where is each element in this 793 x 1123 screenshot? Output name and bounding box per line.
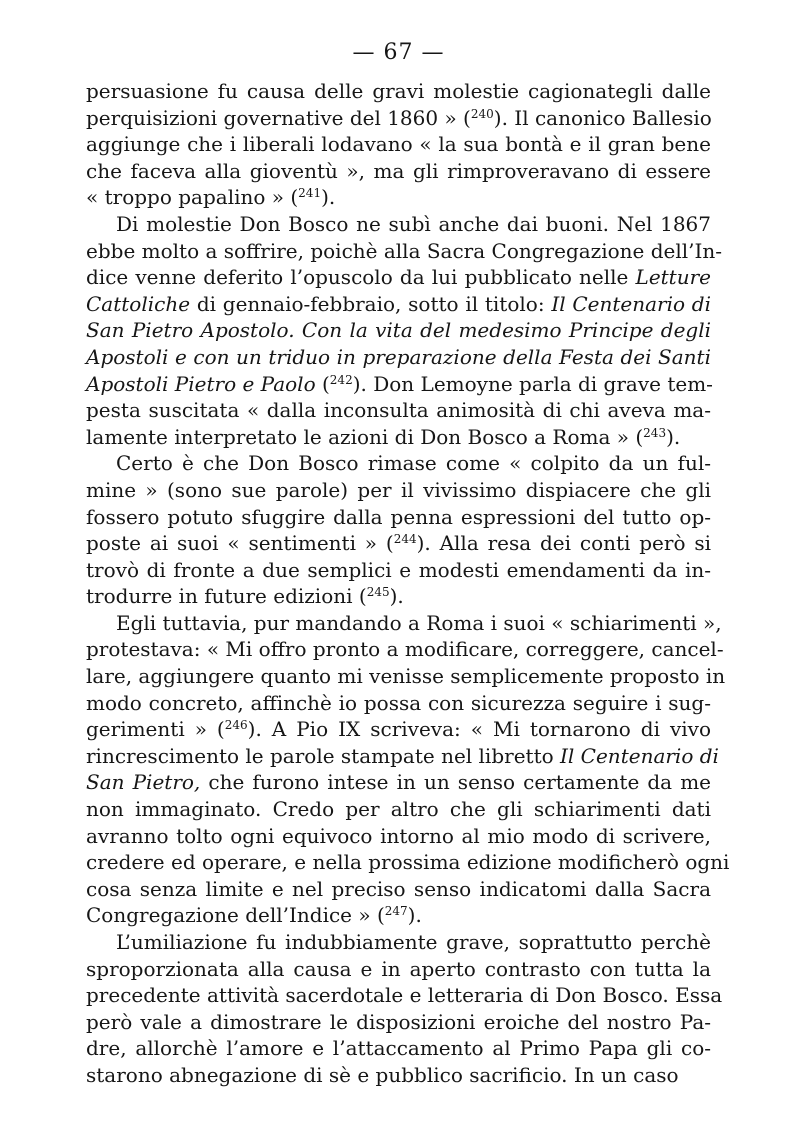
text-segment: rincrescimento le parole stampate nel libretto: [86, 743, 561, 768]
paragraph: [86, 78, 711, 211]
italic-text: Il Centenario di: [551, 291, 712, 316]
text-line: [86, 636, 724, 663]
text-line: [86, 876, 711, 903]
text-segment: ).: [407, 903, 422, 928]
text-segment: « troppo papalino » (: [86, 185, 299, 210]
text-segment: che furono intese in un senso certamente da me: [200, 770, 711, 795]
text-line: [86, 504, 711, 531]
footnote-ref: 242: [329, 372, 353, 387]
text-segment: ).: [666, 424, 681, 449]
footnote-ref: 246: [224, 718, 248, 733]
text-line: [86, 158, 711, 185]
text-segment: però vale a dimostrare le disposizioni eroiche del nostro Pa-: [86, 1009, 711, 1034]
text-segment: perquisizioni governative del 1860 » (: [86, 105, 471, 130]
footnote-ref: 243: [643, 425, 667, 440]
text-line: [86, 796, 711, 823]
text-segment: mine » (sono sue parole) per il vivissimo dispiacere che gli: [86, 477, 711, 502]
text-line: [86, 184, 711, 211]
footnote-ref: 244: [393, 532, 417, 547]
text-segment: ). Il canonico Ballesio: [493, 105, 712, 130]
text-segment: protestava: « Mi offro pronto a modificare, correggere, cancel-: [86, 637, 724, 662]
text-line: [86, 1009, 711, 1036]
text-segment: che faceva alla gioventù », ma gli rimproveravano di essere: [86, 158, 711, 183]
italic-text: Cattoliche: [86, 291, 191, 316]
text-line: [86, 982, 723, 1009]
text-segment: Egli tuttavia, pur mandando a Roma i suoi « schiarimenti »,: [116, 610, 722, 635]
text-line: [86, 823, 711, 850]
text-segment: trovò di fronte a due semplici e modesti emendamenti da in-: [86, 557, 711, 582]
text-line: [86, 610, 722, 637]
text-segment: lare, aggiungere quanto mi venisse semplicemente proposto in: [86, 664, 726, 689]
text-segment: fossero potuto sfuggire dalla penna espressioni del tutto op-: [86, 504, 711, 529]
paragraph: [86, 450, 711, 610]
text-segment: (: [315, 371, 330, 396]
italic-text: San Pietro,: [86, 770, 201, 795]
footnote-ref: 240: [470, 106, 494, 121]
text-line: [86, 344, 711, 371]
text-segment: Di molestie Don Bosco ne subì anche dai buoni. Nel 1867: [116, 211, 711, 236]
text-segment: ). Don Lemoyne parla di grave tem-: [352, 371, 713, 396]
text-segment: gerimenti » (: [86, 717, 225, 742]
text-segment: Congregazione dell’Indice » (: [86, 903, 385, 928]
text-segment: dre, allorchè l’amore e l’attaccamento al Primo Papa gli co-: [86, 1036, 711, 1061]
italic-text: San Pietro Apostolo. Con la vita del medesimo Principe degli: [86, 318, 711, 343]
text-segment: precedente attività sacerdotale e letteraria di Don Bosco. Essa: [86, 983, 723, 1008]
text-segment: trodurre in future edizioni (: [86, 584, 367, 609]
text-line: [86, 424, 711, 451]
text-line: [86, 769, 711, 796]
text-segment: poste ai suoi « sentimenti » (: [86, 531, 394, 556]
text-segment: pesta suscitata « dalla inconsulta animosità di chi aveva ma-: [86, 398, 711, 423]
footnote-ref: 245: [366, 585, 390, 600]
text-segment: ).: [389, 584, 404, 609]
text-segment: ebbe molto a soffrire, poichè alla Sacra Congregazione dell’In-: [86, 238, 723, 263]
text-segment: aggiunge che i liberali lodavano « la sua bontà e il gran bene: [86, 132, 711, 157]
text-line: [86, 1062, 711, 1089]
text-line: [86, 211, 711, 238]
text-line: [86, 663, 726, 690]
paragraph: [86, 929, 723, 1089]
text-segment: lamente interpretato le azioni di Don Bosco a Roma » (: [86, 424, 644, 449]
text-line: [86, 530, 711, 557]
text-line: [86, 690, 711, 717]
text-line: [86, 743, 719, 770]
italic-text: Letture: [635, 265, 711, 290]
text-line: [86, 929, 711, 956]
text-line: [86, 1035, 711, 1062]
body-text: [86, 78, 730, 1089]
text-line: [86, 371, 711, 398]
text-segment: non immaginato. Credo per altro che gli schiarimenti dati: [86, 797, 711, 822]
italic-text: Il Centenario di: [560, 743, 719, 768]
text-line: [86, 557, 711, 584]
italic-text: Apostoli e con un triduo in preparazione della Festa dei Santi: [86, 344, 711, 369]
text-segment: avranno tolto ogni equivoco intorno al mio modo di scrivere,: [86, 823, 711, 848]
text-segment: di gennaio-febbraio, sotto il titolo:: [190, 291, 552, 316]
text-segment: starono abnegazione di sè e pubblico sacrificio. In un caso: [86, 1062, 679, 1087]
text-segment: ). A Pio IX scriveva: « Mi tornarono di vivo: [247, 717, 712, 742]
footnote-ref: 247: [384, 904, 408, 919]
text-segment: Certo è che Don Bosco rimase come « colpito da un ful-: [116, 451, 711, 476]
text-line: [86, 105, 711, 132]
text-line: [86, 902, 711, 929]
text-line: [86, 131, 711, 158]
paragraph: [86, 211, 723, 450]
text-line: [86, 849, 730, 876]
text-line: [86, 716, 711, 743]
text-segment: ).: [321, 185, 336, 210]
text-line: [86, 317, 711, 344]
text-segment: sproporzionata alla causa e in aperto contrasto con tutta la: [86, 956, 711, 981]
text-line: [86, 264, 711, 291]
text-line: [86, 291, 711, 318]
text-line: [86, 78, 711, 105]
text-line: [86, 583, 711, 610]
text-segment: L’umiliazione fu indubbiamente grave, soprattutto perchè: [116, 930, 711, 954]
text-line: [86, 956, 711, 983]
text-segment: persuasione fu causa delle gravi molestie cagionategli dalle: [86, 79, 711, 103]
text-segment: credere ed operare, e nella prossima edizione modificherò ogni: [86, 850, 730, 875]
text-line: [86, 450, 711, 477]
text-line: [86, 238, 723, 265]
page-number: — 67 —: [352, 40, 445, 65]
text-segment: dice venne deferito l’opuscolo da lui pubblicato nelle: [86, 265, 636, 290]
footnote-ref: 241: [298, 186, 322, 201]
text-line: [86, 477, 711, 504]
paragraph: [86, 610, 730, 929]
text-line: [86, 397, 711, 424]
text-segment: modo concreto, affinchè io possa con sicurezza seguire i sug-: [86, 690, 711, 715]
text-segment: cosa senza limite e nel preciso senso indicatomi dalla Sacra: [86, 876, 711, 901]
text-segment: ). Alla resa dei conti però si: [416, 531, 711, 556]
italic-text: Apostoli Pietro e Paolo: [86, 371, 316, 396]
